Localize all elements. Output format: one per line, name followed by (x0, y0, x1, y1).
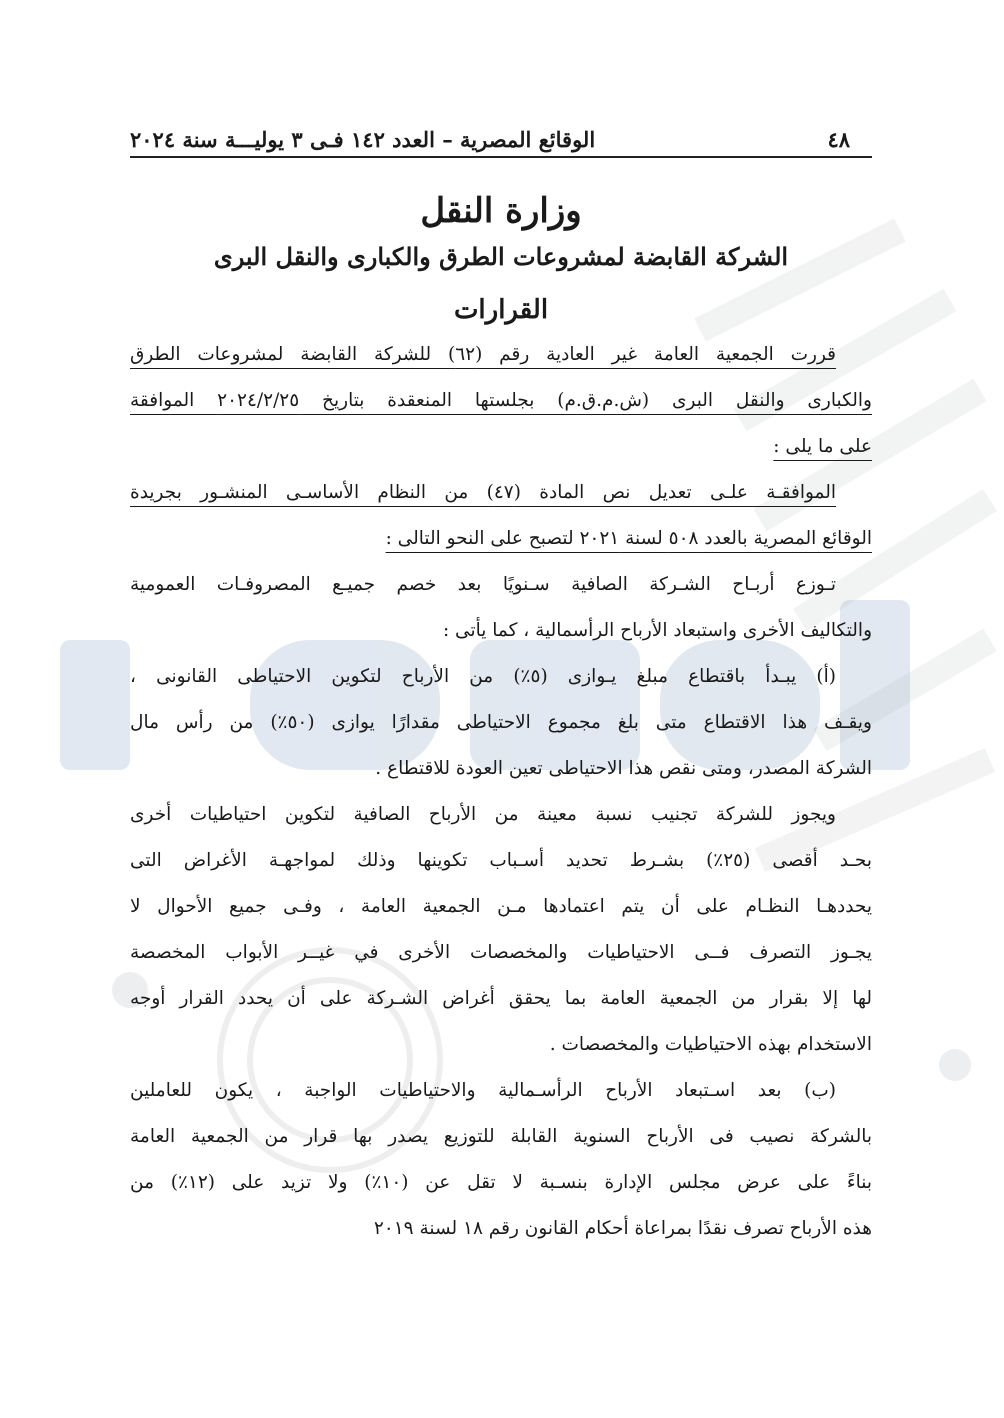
ministry-title: وزارة النقل (420, 191, 582, 231)
text-line: (أ) يبـدأ باقتطاع مبلغ يـوازى (٥٪) من الأرباح لتكوين الاحتياطى القانونى ، (130, 666, 836, 687)
paragraph (130, 332, 872, 470)
text-line: تـوزع أربـاح الشـركة الصافية سـنويًا بعد خصم جميـع المصروفـات العمومية (130, 574, 836, 595)
page-number: ٤٨ (827, 127, 850, 152)
paragraph (130, 792, 872, 1068)
text-line: بحـد أقصى (٢٥٪) بشـرط تحديد أسـباب تكوينها وذلك لمواجهـة الأغراض التى (130, 850, 872, 871)
paragraph (130, 654, 872, 792)
text-line: (ب) بعد اسـتبعاد الأرباح الرأسـمالية والاحتياطيات الواجبة ، يكون للعاملين (130, 1080, 836, 1101)
text-line: الشركة المصدر، ومتى نقص هذا الاحتياطى تعين العودة للاقتطاع . (375, 758, 872, 779)
gazette-header-title: الوقائع المصرية – العدد ١٤٢ فـى ٣ يوليـــة سنة ٢٠٢٤ (130, 127, 596, 152)
paragraph (130, 1068, 872, 1252)
text-line: يحددهـا النظـام على أن يتم اعتمادها مـن الجمعية العامة ، وفـى جميع الأحوال لا (130, 896, 872, 917)
document-body (130, 332, 872, 1252)
company-name: الشركة القابضة لمشروعات الطرق والكبارى والنقل البرى (213, 242, 789, 271)
text-line: ويقـف هذا الاقتطاع متى بلغ مجموع الاحتياطى مقدارًا يوازى (٥٠٪) من رأس مال (130, 712, 872, 733)
text-line: الموافقـة علـى تعديل نص المادة (٤٧) من النظام الأساسـى المنشـور بجريدة (130, 482, 836, 503)
text-line: بالشركة نصيب فى الأرباح السنوية القابلة للتوزيع يصدر بها قرار من الجمعية العامة (130, 1126, 872, 1147)
text-line: والتكاليف الأخرى واستبعاد الأرباح الرأسمالية ، كما يأتى : (442, 620, 872, 641)
text-line: يجـوز التصرف فــى الاحتياطيات والمخصصات الأخرى في غيــر الأبواب المخصصة (130, 942, 872, 963)
text-line: والكبارى والنقل البرى (ش.م.ق.م) بجلستها المنعقدة بتاريخ ٢٠٢٤/٢/٢٥ الموافقة (130, 390, 872, 411)
text-line: قررت الجمعية العامة غير العادية رقم (٦٢) للشركة القابضة لمشروعات الطرق (130, 344, 836, 365)
running-header (130, 112, 872, 158)
text-line: ويجوز للشركة تجنيب نسبة معينة من الأرباح الصافية لتكوين احتياطيات أخرى (130, 804, 836, 825)
paragraph (130, 562, 872, 654)
text-line: على ما يلى : (773, 436, 872, 457)
section-title: القرارات (453, 295, 549, 325)
text-line: الاستخدام بهذه الاحتياطيات والمخصصات . (549, 1034, 872, 1055)
paragraph (130, 470, 872, 562)
text-line: لها إلا بقرار من الجمعية العامة بما يحقق أغراض الشـركة على أن يحدد القرار أوجه (130, 988, 872, 1009)
text-line: الوقائع المصرية بالعدد ٥٠٨ لسنة ٢٠٢١ لتصبح على النحو التالى : (385, 528, 872, 549)
text-line: هذه الأرباح تصرف نقدًا بمراعاة أحكام القانون رقم ١٨ لسنة ٢٠١٩ (373, 1218, 872, 1239)
document-page (130, 112, 872, 1252)
text-line: بناءً على عرض مجلس الإدارة بنسـبة لا تقل عن (١٠٪) ولا تزيد على (١٢٪) من (130, 1172, 872, 1193)
